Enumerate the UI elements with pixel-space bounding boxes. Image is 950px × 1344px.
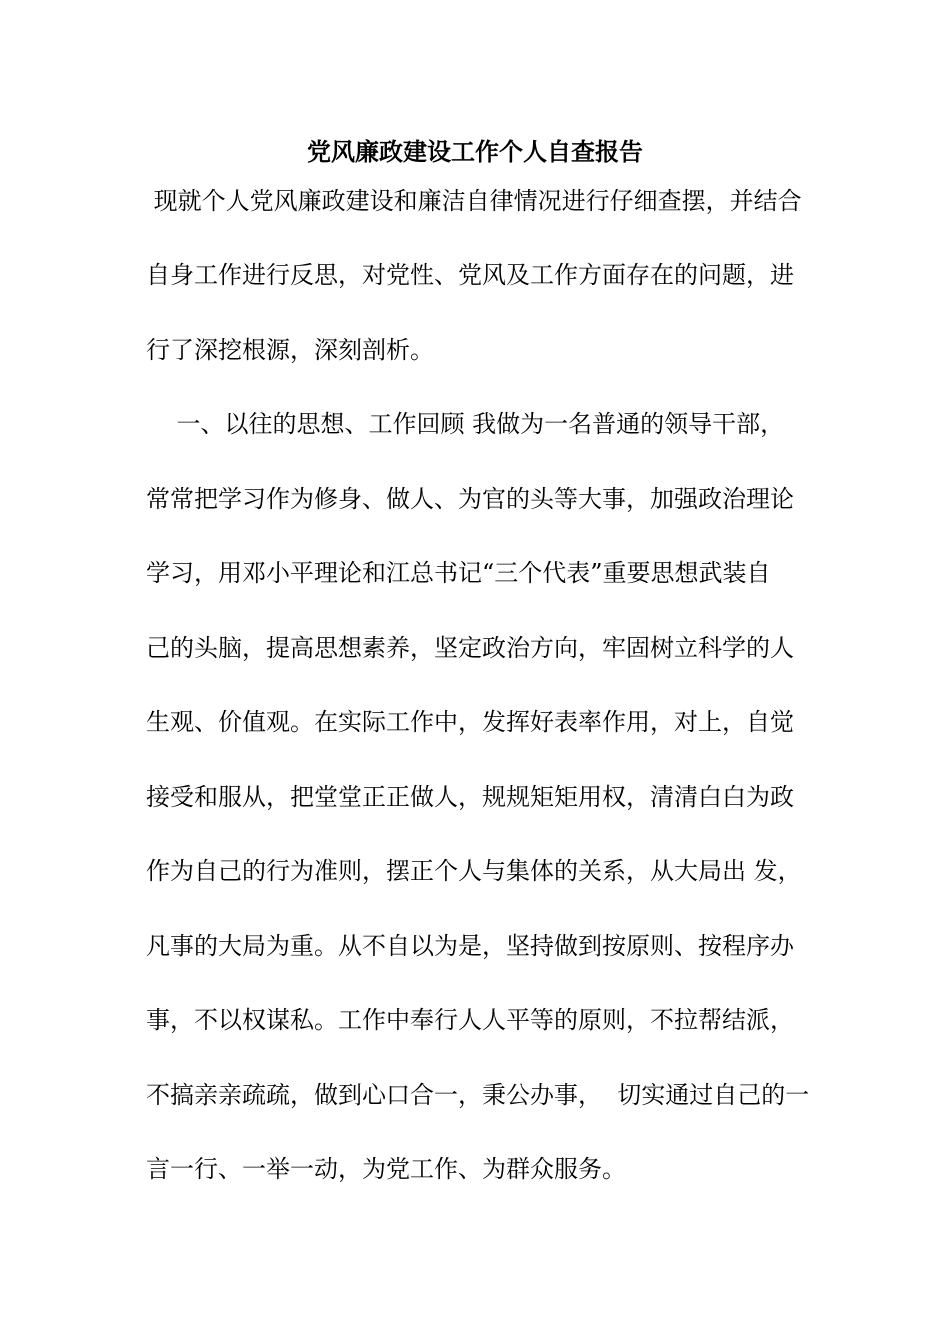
body-line: 接受和服从，把堂堂正正做人，规规矩矩用权，清清白白为政 — [146, 783, 794, 811]
body-line: 学习，用邓小平理论和江总书记“三个代表”重要思想武装自 — [146, 559, 771, 587]
document-title: 党风廉政建设工作个人自查报告 — [307, 137, 643, 166]
body-line: 凡事的大局为重。从不自以为是，坚持做到按原则、按程序办 — [146, 932, 794, 960]
body-line: 作为自己的行为准则，摆正个人与集体的关系，从大局出 发， — [146, 857, 802, 885]
body-line: 一、以往的思想、工作回顾 我做为一名普通的领导干部， — [146, 410, 785, 438]
body-line: 生观、价值观。在实际工作中，发挥好表率作用，对上，自觉 — [146, 708, 794, 736]
body-line: 不搞亲亲疏疏，做到心口合一，秉公办事， 切实通过自己的一 — [146, 1081, 810, 1109]
body-line: 自身工作进行反思，对党性、党风及工作方面存在的问题，进 — [146, 261, 794, 289]
body-line: 己的头脑，提高思想素养，坚定政治方向，牢固树立科学的人 — [146, 634, 794, 662]
body-line: 事，不以权谋私。工作中奉行人人平等的原则，不拉帮结派， — [146, 1006, 794, 1034]
body-line: 行了深挖根源，深刻剖析。 — [146, 336, 434, 364]
body-line: 言一行、一举一动，为党工作、为群众服务。 — [146, 1155, 626, 1183]
body-line: 现就个人党风廉政建设和廉洁自律情况进行仔细查摆，并结合 — [146, 187, 802, 215]
body-line: 常常把学习作为修身、做人、为官的头等大事，加强政治理论 — [146, 485, 794, 513]
